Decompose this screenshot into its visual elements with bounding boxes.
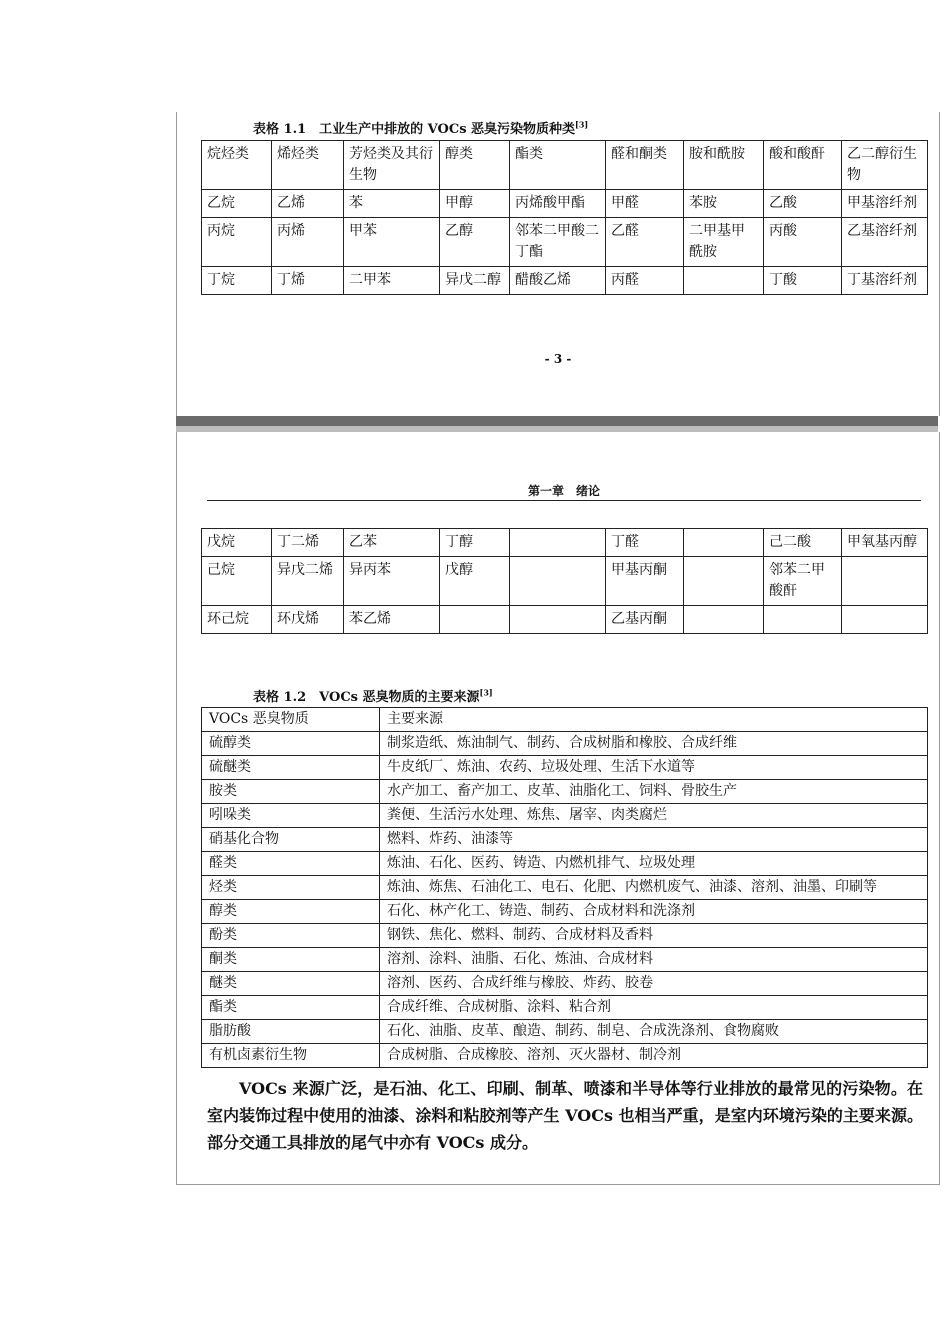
table-cell: 丁基溶纤剂 xyxy=(842,267,928,295)
table-header-row xyxy=(202,141,928,190)
table-cell: 炼油、石化、医药、铸造、内燃机排气、垃圾处理 xyxy=(380,852,928,876)
table-cell: 甲醛 xyxy=(606,190,684,218)
table-cell: 丁醇 xyxy=(440,529,510,557)
table-row xyxy=(202,267,928,295)
table-cell: 石化、林产化工、铸造、制药、合成材料和洗涤剂 xyxy=(380,900,928,924)
table-cell: 硫醇类 xyxy=(202,732,380,756)
table-cell: 牛皮纸厂、炼油、农药、垃圾处理、生活下水道等 xyxy=(380,756,928,780)
table-cell: 甲基丙酮 xyxy=(606,557,684,606)
table-cell: 吲哚类 xyxy=(202,804,380,828)
page-3 xyxy=(176,112,940,416)
table-cell: 异戊二醇 xyxy=(440,267,510,295)
table-header-cell: 醇类 xyxy=(440,141,510,190)
table-cell: 水产加工、畜产加工、皮革、油脂化工、饲料、骨胶生产 xyxy=(380,780,928,804)
table-cell: 醋酸乙烯 xyxy=(510,267,606,295)
table-header-cell: 烷烃类 xyxy=(202,141,272,190)
table-cell: 甲醇 xyxy=(440,190,510,218)
table-cell: 制浆造纸、炼油制气、制药、合成树脂和橡胶、合成纤维 xyxy=(380,732,928,756)
table-header-cell: VOCs 恶臭物质 xyxy=(202,708,380,732)
table-cell xyxy=(684,606,764,634)
table-row xyxy=(202,1020,928,1044)
table-cell: 丁酸 xyxy=(764,267,842,295)
table-cell: 石化、油脂、皮革、酿造、制药、制皂、合成洗涤剂、食物腐败 xyxy=(380,1020,928,1044)
table-cell xyxy=(440,606,510,634)
table-row xyxy=(202,780,928,804)
table-cell: 硫醚类 xyxy=(202,756,380,780)
table-header-cell: 乙二醇衍生物 xyxy=(842,141,928,190)
table-cell: 丙烯 xyxy=(272,218,344,267)
table-cell: 邻苯二甲酸酐 xyxy=(764,557,842,606)
table-row xyxy=(202,972,928,996)
header-rule xyxy=(207,500,921,501)
table-1-1-caption: 表格 1.1 工业生产中排放的 VOCs 恶臭污染物质种类[3] xyxy=(253,119,589,137)
table-row xyxy=(202,948,928,972)
table-cell: 溶剂、医药、合成纤维与橡胶、炸药、胶卷 xyxy=(380,972,928,996)
page-4 xyxy=(176,432,940,1185)
table-row xyxy=(202,529,928,557)
table-header-cell: 酸和酸酐 xyxy=(764,141,842,190)
table-cell: 丙醛 xyxy=(606,267,684,295)
table-1-1-continued xyxy=(201,528,928,634)
table-row xyxy=(202,190,928,218)
table-cell: 甲基溶纤剂 xyxy=(842,190,928,218)
table-cell: 酯类 xyxy=(202,996,380,1020)
table-cell: 戊烷 xyxy=(202,529,272,557)
page-divider xyxy=(176,416,938,426)
table-cell: 丙烷 xyxy=(202,218,272,267)
table-cell: 苯乙烯 xyxy=(344,606,440,634)
table-cell: 醚类 xyxy=(202,972,380,996)
table-cell: 脂肪酸 xyxy=(202,1020,380,1044)
table-cell: 丁醛 xyxy=(606,529,684,557)
table-cell: 乙酸 xyxy=(764,190,842,218)
table-cell: 戊醇 xyxy=(440,557,510,606)
table-cell xyxy=(842,606,928,634)
table-row xyxy=(202,924,928,948)
table-header-cell: 主要来源 xyxy=(380,708,928,732)
chapter-header: 第一章 绪论 xyxy=(527,484,600,498)
table-cell: 有机卤素衍生物 xyxy=(202,1044,380,1068)
table-cell: 合成纤维、合成树脂、涂料、粘合剂 xyxy=(380,996,928,1020)
table-cell: 炼油、炼焦、石油化工、电石、化肥、内燃机废气、油漆、溶剂、油墨、印刷等 xyxy=(380,876,928,900)
table-cell: 酮类 xyxy=(202,948,380,972)
table-cell xyxy=(764,606,842,634)
table-cell: 二甲苯 xyxy=(344,267,440,295)
table-cell xyxy=(684,529,764,557)
table-row xyxy=(202,557,928,606)
table-cell: 溶剂、涂料、油脂、石化、炼油、合成材料 xyxy=(380,948,928,972)
table-row xyxy=(202,876,928,900)
table-row xyxy=(202,804,928,828)
table-cell: 异丙苯 xyxy=(344,557,440,606)
table-row xyxy=(202,606,928,634)
table-cell: 甲苯 xyxy=(344,218,440,267)
table-cell: 燃料、炸药、油漆等 xyxy=(380,828,928,852)
table-row xyxy=(202,1044,928,1068)
table-cell: 环己烷 xyxy=(202,606,272,634)
table-row xyxy=(202,828,928,852)
table-cell: 丁烯 xyxy=(272,267,344,295)
table-cell: 己烷 xyxy=(202,557,272,606)
table-header-cell: 酯类 xyxy=(510,141,606,190)
table-cell: 乙基丙酮 xyxy=(606,606,684,634)
table-cell: 合成树脂、合成橡胶、溶剂、灭火器材、制冷剂 xyxy=(380,1044,928,1068)
table-cell: 丙酸 xyxy=(764,218,842,267)
table-cell: 环戊烯 xyxy=(272,606,344,634)
table-row xyxy=(202,900,928,924)
table-cell: 乙烯 xyxy=(272,190,344,218)
table-cell xyxy=(510,529,606,557)
table-header-cell: 芳烃类及其衍生物 xyxy=(344,141,440,190)
table-cell xyxy=(510,606,606,634)
table-row xyxy=(202,218,928,267)
table-cell: 二甲基甲酰胺 xyxy=(684,218,764,267)
table-header-row xyxy=(202,708,928,732)
table-cell: 甲氧基丙醇 xyxy=(842,529,928,557)
table-1-1 xyxy=(201,140,928,295)
table-cell: 丁烷 xyxy=(202,267,272,295)
table-cell: 丁二烯 xyxy=(272,529,344,557)
table-1-2 xyxy=(201,707,928,1068)
table-row xyxy=(202,996,928,1020)
table-header-cell: 胺和酰胺 xyxy=(684,141,764,190)
table-cell xyxy=(684,267,764,295)
table-row xyxy=(202,756,928,780)
table-cell: 胺类 xyxy=(202,780,380,804)
table-cell: 硝基化合物 xyxy=(202,828,380,852)
table-header-cell: 醛和酮类 xyxy=(606,141,684,190)
table-cell xyxy=(684,557,764,606)
table-cell: 苯 xyxy=(344,190,440,218)
table-cell: 醇类 xyxy=(202,900,380,924)
table-cell: 乙苯 xyxy=(344,529,440,557)
page-number: - 3 - xyxy=(544,352,572,366)
table-cell: 酚类 xyxy=(202,924,380,948)
table-cell: 己二酸 xyxy=(764,529,842,557)
table-cell: 异戊二烯 xyxy=(272,557,344,606)
table-cell: 丙烯酸甲酯 xyxy=(510,190,606,218)
table-cell: 醛类 xyxy=(202,852,380,876)
table-cell xyxy=(510,557,606,606)
table-row xyxy=(202,852,928,876)
table-cell: 苯胺 xyxy=(684,190,764,218)
table-cell: 烃类 xyxy=(202,876,380,900)
table-cell: 乙醇 xyxy=(440,218,510,267)
table-cell xyxy=(842,557,928,606)
table-cell: 乙基溶纤剂 xyxy=(842,218,928,267)
table-cell: 钢铁、焦化、燃料、制药、合成材料及香料 xyxy=(380,924,928,948)
table-cell: 乙烷 xyxy=(202,190,272,218)
table-cell: 乙醛 xyxy=(606,218,684,267)
table-cell: 邻苯二甲酸二丁酯 xyxy=(510,218,606,267)
table-header-cell: 烯烃类 xyxy=(272,141,344,190)
table-row xyxy=(202,732,928,756)
table-1-2-caption: 表格 1.2 VOCs 恶臭物质的主要来源[3] xyxy=(253,687,493,705)
table-cell: 粪便、生活污水处理、炼焦、屠宰、肉类腐烂 xyxy=(380,804,928,828)
body-paragraph: VOCs 来源广泛，是石油、化工、印刷、制革、喷漆和半导体等行业排放的最常见的污染物。在室内装饰过程中使用的油漆、涂料和粘胶剂等产生 VOCs 也相当严重，是室内环境污染的主要来源。部分交通工具排放的尾气中亦有 VOCs 成分。 xyxy=(207,1079,923,1152)
